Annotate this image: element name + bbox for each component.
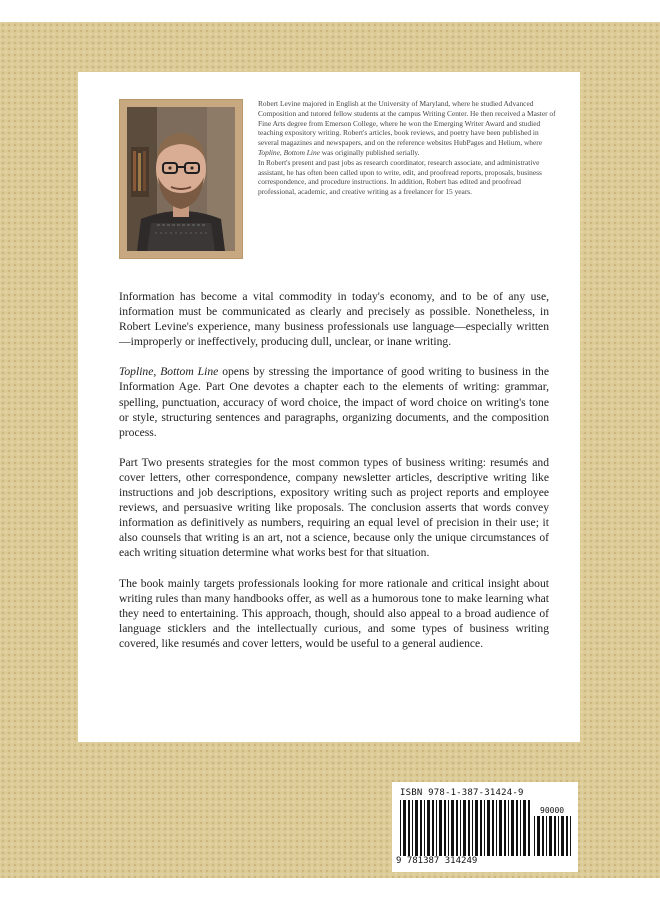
author-photo bbox=[119, 99, 243, 259]
barcode-bar bbox=[504, 800, 506, 856]
barcode-bar bbox=[520, 800, 521, 856]
author-bio bbox=[258, 99, 558, 197]
barcode-bar bbox=[415, 800, 418, 856]
content-panel bbox=[78, 72, 580, 742]
barcode-bar bbox=[403, 800, 406, 856]
barcode-bar bbox=[480, 800, 482, 856]
barcode-bar bbox=[412, 800, 413, 856]
barcode-bar bbox=[516, 800, 518, 856]
description-paragraph: The book mainly targets professionals looking for more rationale and critical insight about writing rules than many handbooks offer, as well as a humorous tone to make learning what they need to entertaining. This approach, though, should also appeal to a broad audience of language sticklers and the intellectually curious, and some types of business writing covered, like resumés and cover letters, would be useful to a general audience. bbox=[119, 576, 549, 650]
barcode-bar bbox=[432, 800, 434, 856]
bio-book-title: Topline, Bottom Line bbox=[258, 147, 320, 157]
book-back-cover bbox=[0, 22, 660, 878]
description-text: opens by stressing the importance of good writing to business in the Information Age. Part One devotes a chapter each to the elements of writing: grammar, spelling, punctuation, accuracy of word choice, the impact of word choice on writing's tone or style, structuring sentences and paragraphs, organizing documents, and the composition process. bbox=[119, 365, 549, 439]
barcode-bar bbox=[496, 800, 497, 856]
barcode-bar bbox=[508, 800, 509, 856]
barcode-bar bbox=[463, 800, 466, 856]
isbn-label: ISBN 978-1-387-31424-9 bbox=[400, 788, 524, 798]
description-paragraph: Information has become a vital commodity in today's economy, and to be of any use, information must be communicated as clearly and precisely as possible. Nonetheless, in Robert Levine's experience, many business professionals use language—especially written—improperly or ineffectively, producing dull, unclear, or inane writing. bbox=[119, 290, 549, 349]
barcode-bar bbox=[456, 800, 458, 856]
barcode-bar bbox=[523, 800, 526, 856]
barcode-bar bbox=[436, 800, 437, 856]
author-bio-paragraph: In Robert's present and past jobs as research coordinator, research associate, and administrative assistant, he has often been called upon to write, edit, and proofread reports, proposals, business correspondence, and procedure instructions. In addition, Robert has edited and proofread professional, academic, and creative writing as a freelancer for 15 years. bbox=[258, 157, 542, 197]
barcode-bar bbox=[542, 816, 544, 856]
barcode-bar bbox=[537, 816, 540, 856]
isbn-barcode bbox=[392, 782, 578, 872]
description-paragraph: Part Two presents strategies for the most common types of business writing: resumés and cover letters, other correspondence, company newsletter articles, descriptive writing like instructions and job descriptions, expository writing such as project reports and employee reviews, and persuasive writing like proposals. The conclusion asserts that words convey information as definitively as numbers, requiring an equal level of precision in their use; it also counsels that writing is an art, not a science, because only the unique circumstances of each writing situation determine what works best for that situation. bbox=[119, 455, 549, 560]
barcode-bar bbox=[546, 816, 547, 856]
barcode-bar bbox=[487, 800, 490, 856]
description-paragraph bbox=[119, 364, 549, 439]
book-description bbox=[119, 289, 549, 666]
barcode-bar bbox=[492, 800, 494, 856]
barcode-bar bbox=[448, 800, 449, 856]
barcode-bar bbox=[566, 816, 568, 856]
barcode-bar bbox=[475, 800, 478, 856]
barcode-bar bbox=[408, 800, 410, 856]
barcode-bar bbox=[511, 800, 514, 856]
barcode-bars bbox=[400, 800, 532, 856]
bio-text: was originally published serially. bbox=[319, 147, 420, 157]
price-barcode-bars bbox=[534, 816, 572, 856]
barcode-bar bbox=[444, 800, 446, 856]
barcode-bar bbox=[554, 816, 556, 856]
barcode-bar bbox=[424, 800, 425, 856]
book-title: Topline, Bottom Line bbox=[119, 365, 219, 379]
barcode-bar bbox=[484, 800, 485, 856]
barcode-bar bbox=[499, 800, 502, 856]
barcode-bar bbox=[528, 800, 530, 856]
barcode-bar bbox=[468, 800, 470, 856]
barcode-bar bbox=[558, 816, 559, 856]
barcode-bar bbox=[460, 800, 461, 856]
barcode-bar bbox=[439, 800, 442, 856]
barcode-bar bbox=[534, 816, 535, 856]
author-portrait bbox=[127, 107, 235, 251]
price-code: 90000 bbox=[540, 806, 565, 815]
barcode-bar bbox=[570, 816, 571, 856]
barcode-bar bbox=[400, 800, 401, 856]
barcode-bar bbox=[549, 816, 552, 856]
barcode-bar bbox=[472, 800, 473, 856]
bio-text: Robert Levine majored in English at the University of Maryland, where he studied Advanced Composition and tutored fellow students at the campus Writing Center. He then received a Master of Fine Arts degree from Emerson College, where he won the Emerging Writer Award and studied teaching expository writing. Robert's articles, book reviews, and poetry have been published in several magazines and newspapers, and on the reference websites HubPages and Helium, where bbox=[258, 99, 556, 148]
barcode-bar bbox=[427, 800, 430, 856]
author-bio-paragraph bbox=[258, 99, 558, 158]
barcode-bar bbox=[561, 816, 564, 856]
barcode-bar bbox=[420, 800, 422, 856]
barcode-digits: 9 781387 314249 bbox=[396, 856, 478, 866]
barcode-bar bbox=[451, 800, 454, 856]
